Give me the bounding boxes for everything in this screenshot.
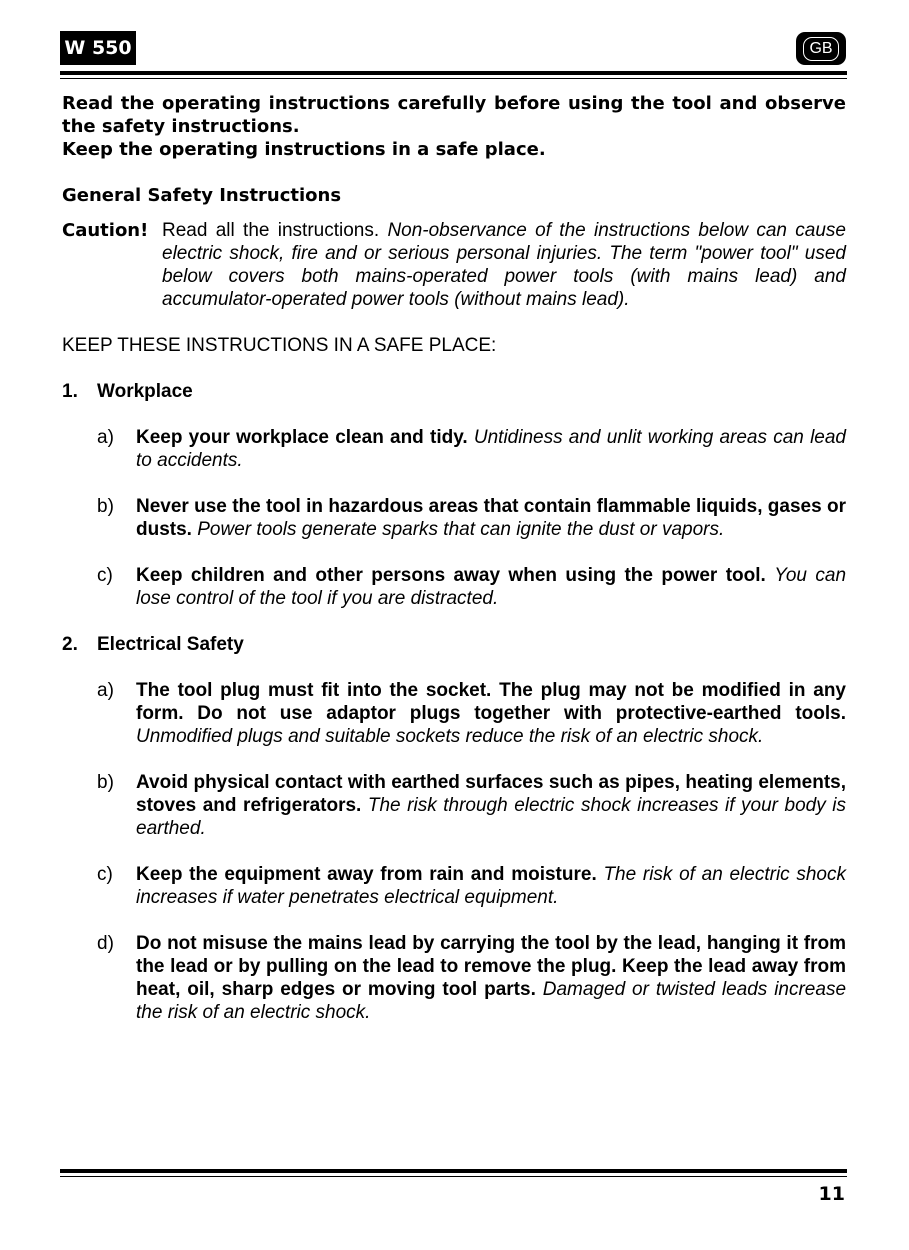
item-bold-text: Avoid physical contact with earthed surfaces such as pipes, heating elements, stoves and refrigerators.	[136, 772, 846, 816]
section-number: 2.	[62, 634, 78, 655]
model-badge: W 550	[60, 31, 136, 65]
header-rule-thick	[60, 71, 847, 75]
section-heading	[62, 380, 846, 403]
item-bold-text: Keep children and other persons away when using the power tool.	[136, 565, 766, 586]
language-code: GB	[803, 37, 838, 61]
page-content	[62, 92, 846, 1024]
section-title: Workplace	[97, 381, 193, 402]
footer-rule-thin	[60, 1176, 847, 1177]
list-item	[62, 771, 846, 840]
item-body	[136, 495, 846, 541]
list-item	[62, 426, 846, 472]
item-letter: b)	[97, 496, 114, 517]
item-letter: a)	[97, 680, 114, 701]
item-letter: a)	[97, 427, 114, 448]
keep-notice: KEEP THESE INSTRUCTIONS IN A SAFE PLACE:	[62, 335, 497, 356]
item-letter: c)	[97, 864, 113, 885]
item-bold-text: Do not misuse the mains lead by carrying the tool by the lead, hanging it from the lead or by pulling on the lead to remove the plug. Keep the lead away from heat, oil, sharp edges or moving tool parts.	[136, 933, 846, 1000]
item-italic-text: Unmodified plugs and suitable sockets reduce the risk of an electric shock.	[136, 726, 764, 747]
list-item	[62, 564, 846, 610]
item-italic-text: Power tools generate sparks that can ignite the dust or vapors.	[197, 519, 725, 540]
item-italic-text: The risk of an electric shock increases if water penetrates electrical equipment.	[136, 864, 846, 908]
caution-label: Caution!	[62, 220, 149, 241]
item-bold-text: Keep the equipment away from rain and moisture.	[136, 864, 597, 885]
item-letter: c)	[97, 565, 113, 586]
header-rule-thin	[60, 78, 847, 79]
intro-line-1: Read the operating instructions carefully before using the tool and observe the safety instructions.	[62, 93, 846, 137]
item-italic-text: You can lose control of the tool if you are distracted.	[136, 565, 847, 609]
footer-rule-thick	[60, 1169, 847, 1173]
section-heading	[62, 633, 846, 656]
caution-block	[62, 219, 846, 311]
item-letter: d)	[97, 933, 114, 954]
item-bold-text: The tool plug must fit into the socket. The plug may not be modified in any form. Do not use adaptor plugs together with protective-earthed tools.	[136, 680, 846, 724]
item-italic-text: The risk through electric shock increases if your body is earthed.	[136, 795, 846, 839]
section-title: Electrical Safety	[97, 634, 244, 655]
item-bold-text: Never use the tool in hazardous areas that contain flammable liquids, gases or dusts.	[136, 496, 846, 540]
item-bold-text: Keep your workplace clean and tidy.	[136, 427, 468, 448]
caution-text	[162, 219, 846, 311]
item-body	[136, 771, 846, 840]
section-number: 1.	[62, 381, 78, 402]
item-italic-text: Untidiness and unlit working areas can lead to accidents.	[136, 427, 846, 471]
caution-italic: Non-observance of the instructions below can cause electric shock, fire and or serious personal injuries. The term "power tool" used below covers both mains-operated power tools (with mains lead) and accumulator-operated power tools (without mains lead).	[162, 220, 846, 310]
list-item	[62, 495, 846, 541]
item-italic-text: Damaged or twisted leads increase the risk of an electric shock.	[136, 979, 847, 1023]
item-body	[136, 932, 846, 1024]
item-body	[136, 863, 846, 909]
intro-text	[62, 92, 846, 161]
list-item	[62, 863, 846, 909]
list-item	[62, 679, 846, 748]
general-heading: General Safety Instructions	[62, 185, 342, 206]
item-letter: b)	[97, 772, 114, 793]
item-body	[136, 564, 846, 610]
page-number: 11	[818, 1183, 845, 1205]
sections-list	[62, 380, 846, 1024]
intro-line-2: Keep the operating instructions in a safe place.	[62, 139, 546, 160]
caution-lead: Read all the instructions.	[162, 220, 380, 241]
language-badge	[796, 32, 846, 65]
list-item	[62, 932, 846, 1024]
item-body	[136, 679, 846, 748]
item-body	[136, 426, 846, 472]
